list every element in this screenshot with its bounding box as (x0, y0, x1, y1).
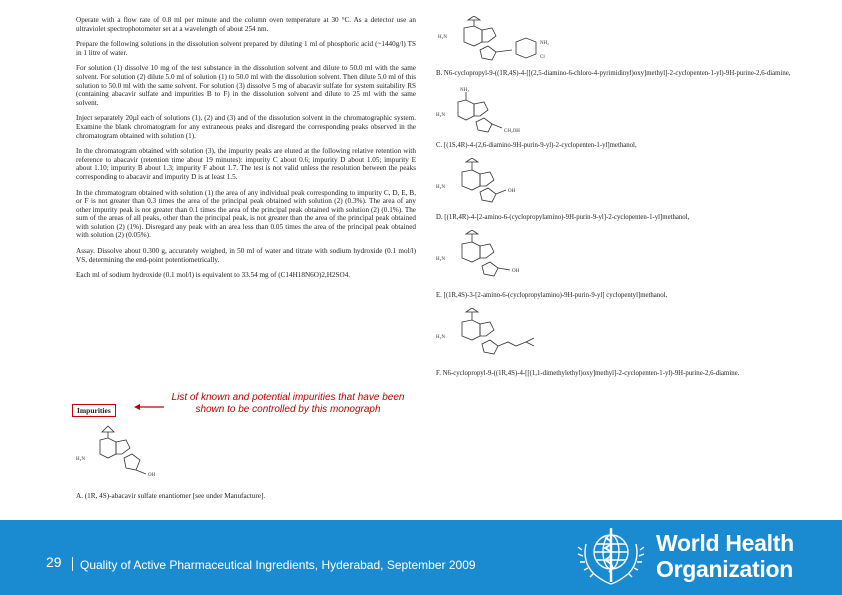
who-logo-line2: Organization (656, 556, 793, 582)
svg-text:OH: OH (512, 269, 520, 274)
paragraph-solutions: For solution (1) dissolve 10 mg of the test substance in the dissolution solvent and dilute to 50.0 ml with the same solvent. For solution (2) dilute 5.0 ml of solution (1) to 50.0 ml with the dissolution solvent. Then dilute 5.0 ml of this solution to 50.0 ml with the same solvent. For solution (3) dissolve 5 mg of abacavir sulfate for system suitability RS (containing abacavir sulfate and impurities B to F) in the dissolution solvent and dilute to 25 ml with the same solvent. (76, 64, 416, 107)
structure-b (436, 16, 796, 70)
paragraph-equivalence: Each ml of sodium hydroxide (0.1 mol/l) is equivalent to 33.54 mg of (C14H18N6O)2,H2SO4. (76, 271, 351, 280)
structure-b-icon (436, 16, 596, 70)
structure-f (436, 308, 796, 370)
structure-f-icon (436, 308, 596, 370)
structure-e-icon (436, 230, 596, 292)
structure-d (436, 158, 796, 214)
impurities-callout: List of known and potential impurities that have been shown to be controlled by this monograph (171, 392, 405, 415)
svg-text:NH₂: NH₂ (540, 41, 549, 46)
impurity-e-caption: E. [(1R,4S)-3-[2-amino-6-(cyclopropylamino)-9H-purin-9-yl] cyclopentyl]methanol, (436, 292, 668, 299)
svg-text:H₂N: H₂N (436, 185, 445, 190)
who-logo-line1: World Health (656, 530, 794, 556)
paragraph-limits: In the chromatogram obtained with solution (1) the area of any individual peak corresponding to impurity C, D, E, B, or F is not greater than 0.3 times the area of the principal peak obtained with solution (2) (0.3%). The area of any other impurity peak is not greater than 0.1 times the area of the principal peak obtained with solution (2) (0.1%). The sum of the areas of all peaks, other than the principal peak, is not greater than the area of the principal peak obtained with solution (2) (1%). Disregard any peak with an area less than 0.05 times the area of the principal peak obtained with solution (2) (0.05%). (76, 188, 416, 240)
impurities-heading: Impurities (72, 404, 116, 417)
impurity-a-caption: A. (1R, 4S)-abacavir sulfate enantiomer [see under Manufacture]. (76, 492, 266, 500)
svg-text:OH: OH (508, 189, 516, 194)
footer-title: Quality of Active Pharmaceutical Ingredients, Hyderabad, September 2009 (80, 558, 476, 572)
footer-separator (72, 557, 73, 571)
impurity-structures-column (436, 16, 796, 386)
structure-e (436, 230, 796, 292)
paragraph-assay: Assay. Dissolve about 0.300 g, accurately weighed, in 50 ml of water and titrate with sodium hydroxide (0.1 mol/l) VS, determining the end-point potentiometrically. (76, 247, 416, 264)
structure-c (436, 86, 796, 142)
structure-d-icon (436, 158, 596, 214)
callout-arrow-icon (132, 402, 166, 412)
structure-c-icon (436, 86, 596, 142)
svg-text:CH₂OH: CH₂OH (504, 129, 520, 134)
structure-a-icon (72, 424, 192, 488)
who-emblem-icon (572, 524, 650, 590)
svg-text:H₂N: H₂N (436, 257, 445, 262)
svg-text:NH₂: NH₂ (460, 88, 469, 93)
impurity-d-caption: D. [(1R,4R)-4-[2-amino-6-(cyclopropylamino)-9H-purin-9-yl]-2-cyclopenten-1-yl]methanol, (436, 214, 690, 221)
paragraph-retention: In the chromatogram obtained with solution (3), the impurity peaks are eluted at the following relative retention with reference to abacavir (retention time about 19 minutes): impurity C about 0.6; impurity D about 1.05; impurity E about 1.10; impurity B about 1.3; impurity F about 1.7. The test is not valid unless the resolution between the peaks corresponding to abacavir and impurity D is at least 1.5. (76, 147, 416, 181)
svg-text:H₂N: H₂N (436, 335, 445, 340)
svg-text:Cl: Cl (540, 55, 545, 60)
svg-text:H₂N: H₂N (436, 113, 445, 118)
paragraph-solvent: Prepare the following solutions in the dissolution solvent prepared by diluting 1 ml of phosphoric acid (~1440g/l) TS in 1 litre of water. (76, 40, 416, 57)
impurity-c-caption: C. [(1S,4R)-4-(2,6-diamino-9H-purin-9-yl)-2-cyclopenten-1-yl]methanol, (436, 142, 637, 149)
page-number: 29 (46, 554, 62, 570)
svg-text:OH: OH (148, 473, 156, 478)
paragraph-flow-rate: Operate with a flow rate of 0.8 ml per minute and the column oven temperature at 30 °C. As a detector use an ultraviolet spectrophotometer set at a wavelength of about 254 nm. (76, 16, 416, 33)
impurity-b-caption: B. N6-cyclopropyl-9-((1R,4S)-4-[[(2,5-diamino-6-chloro-4-pyrimidinyl)oxy]methyl]-2-cyclopenten-1-yl)-9H-purine-2,6-diamine, (436, 70, 791, 77)
impurity-f-caption: F. N6-cyclopropyl-9-((1R,4S)-4-[[(1,1-dimethylethyl)oxy]methyl]-2-cyclopenten-1-yl)-9H-purine-2,6-diamine. (436, 370, 740, 377)
svg-text:H₂N: H₂N (76, 457, 85, 462)
paragraph-inject: Inject separately 20µl each of solutions (1), (2) and (3) and of the dissolution solvent in the chromatographic system. Examine the blank chromatogram for any extraneous peaks and disregard the corresponding peaks observed in the chromatogram obtained with solution (1). (76, 114, 416, 140)
who-logo-text (656, 530, 794, 582)
monograph-text-column (76, 16, 416, 287)
footer-bar (0, 520, 842, 595)
svg-text:H₂N: H₂N (438, 35, 447, 40)
